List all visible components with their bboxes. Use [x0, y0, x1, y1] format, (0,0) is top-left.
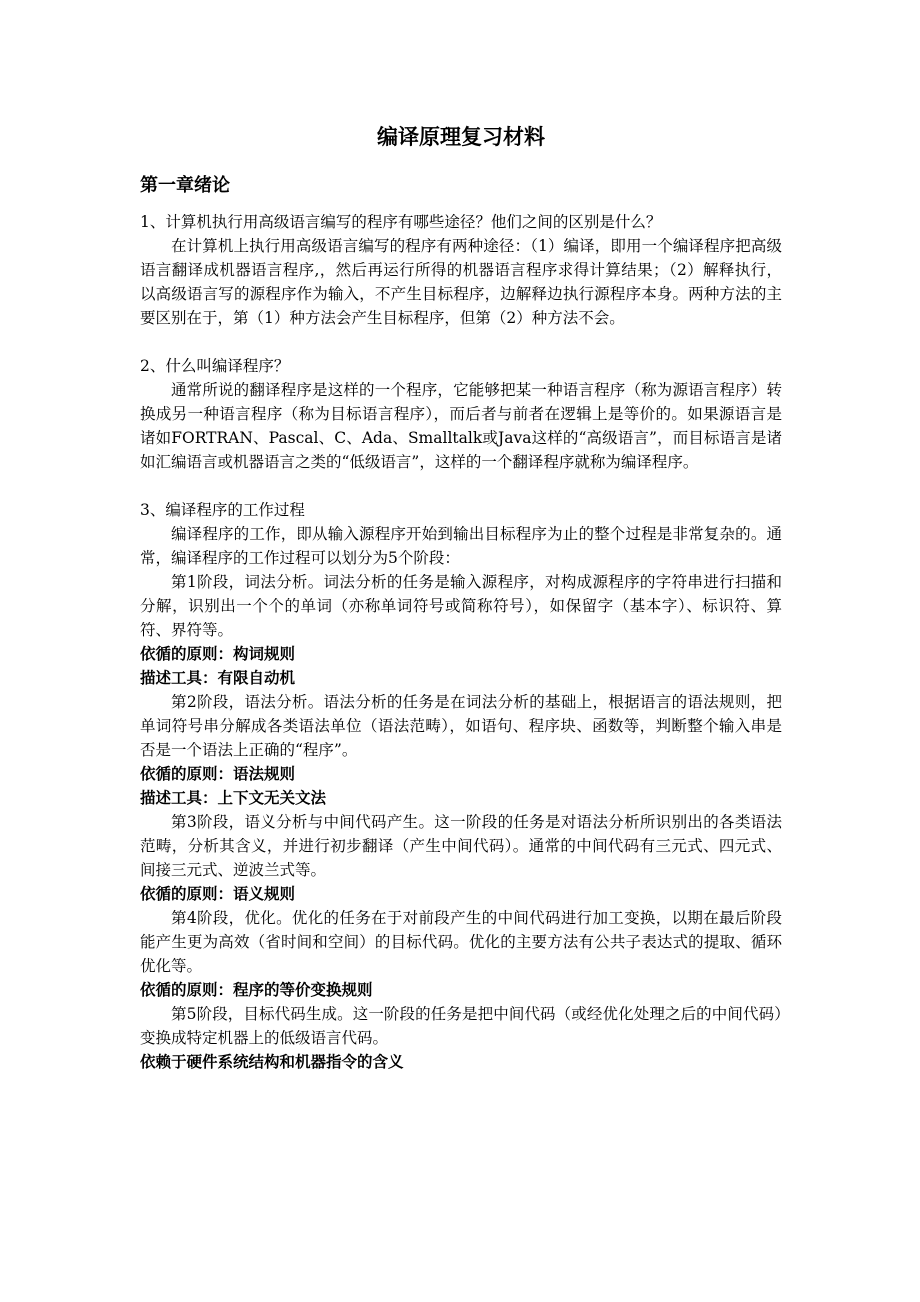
- answer-1-paragraph: 在计算机上执行用高级语言编写的程序有两种途径：（1）编译，即用一个编译程序把高级语言翻译成机器语言程序,，然后再运行所得的机器语言程序求得计算结果；（2）解释执行，以高级语言写的源程序作为输入，不产生目标程序，边解释边执行源程序本身。两种方法的主要区别在于，第（1）种方法会产生目标程序，但第（2）种方法不会。: [140, 237, 782, 327]
- document-title: 编译原理复习材料: [377, 125, 545, 149]
- question-2: 2、什么叫编译程序？: [140, 357, 290, 375]
- spacer: [140, 330, 782, 354]
- phase-2-tool: 描述工具：上下文无关文法: [140, 789, 327, 807]
- document-page: [140, 122, 782, 1074]
- spacer: [140, 474, 782, 498]
- question-1: 1、计算机执行用高级语言编写的程序有哪些途径？他们之间的区别是什么？: [140, 213, 662, 231]
- question-3: 3、编译程序的工作过程: [140, 501, 305, 519]
- phase-4-rule: 依循的原则：程序的等价变换规则: [140, 981, 373, 999]
- section-3: [140, 498, 782, 1074]
- phase-3-rule: 依循的原则：语义规则: [140, 885, 296, 903]
- phase-1-text: 第1阶段，词法分析。词法分析的任务是输入源程序，对构成源程序的字符串进行扫描和分解，识别出一个个的单词（亦称单词符号或简称符号），如保留字（基本字）、标识符、算符、界符等。: [140, 573, 782, 639]
- chapter-heading: 第一章绪论: [140, 175, 230, 196]
- section-3-intro: 编译程序的工作，即从输入源程序开始到输出目标程序为止的整个过程是非常复杂的。通常，编译程序的工作过程可以划分为5个阶段：: [140, 525, 782, 567]
- section-2: [140, 354, 782, 474]
- section-1: [140, 210, 782, 330]
- phase-1-rule: 依循的原则：构词规则: [140, 645, 296, 663]
- phase-1-tool: 描述工具：有限自动机: [140, 669, 296, 687]
- phase-5-text: 第5阶段，目标代码生成。这一阶段的任务是把中间代码（或经优化处理之后的中间代码）变换成特定机器上的低级语言代码。: [140, 1005, 782, 1047]
- phase-2-rule: 依循的原则：语法规则: [140, 765, 296, 783]
- phase-2-text: 第2阶段，语法分析。语法分析的任务是在词法分析的基础上，根据语言的语法规则，把单词符号串分解成各类语法单位（语法范畴），如语句、程序块、函数等，判断整个输入串是否是一个语法上正确的“程序”。: [140, 693, 782, 759]
- phase-3-text: 第3阶段，语义分析与中间代码产生。这一阶段的任务是对语法分析所识别出的各类语法范畴，分析其含义，并进行初步翻译（产生中间代码）。通常的中间代码有三元式、四元式、间接三元式、逆波兰式等。: [140, 813, 782, 879]
- phase-4-text: 第4阶段，优化。优化的任务在于对前段产生的中间代码进行加工变换，以期在最后阶段能产生更为高效（省时间和空间）的目标代码。优化的主要方法有公共子表达式的提取、循环优化等。: [140, 909, 782, 975]
- phase-5-rule: 依赖于硬件系统结构和机器指令的含义: [140, 1053, 404, 1071]
- answer-2-paragraph: 通常所说的翻译程序是这样的一个程序，它能够把某一种语言程序（称为源语言程序）转换成另一种语言程序（称为目标语言程序），而后者与前者在逻辑上是等价的。如果源语言是诸如FORTRAN、Pascal、C、Ada、Smalltalk或Java这样的“高级语言”，而目标语言是诸如汇编语言或机器语言之类的“低级语言”，这样的一个翻译程序就称为编译程序。: [140, 381, 782, 471]
